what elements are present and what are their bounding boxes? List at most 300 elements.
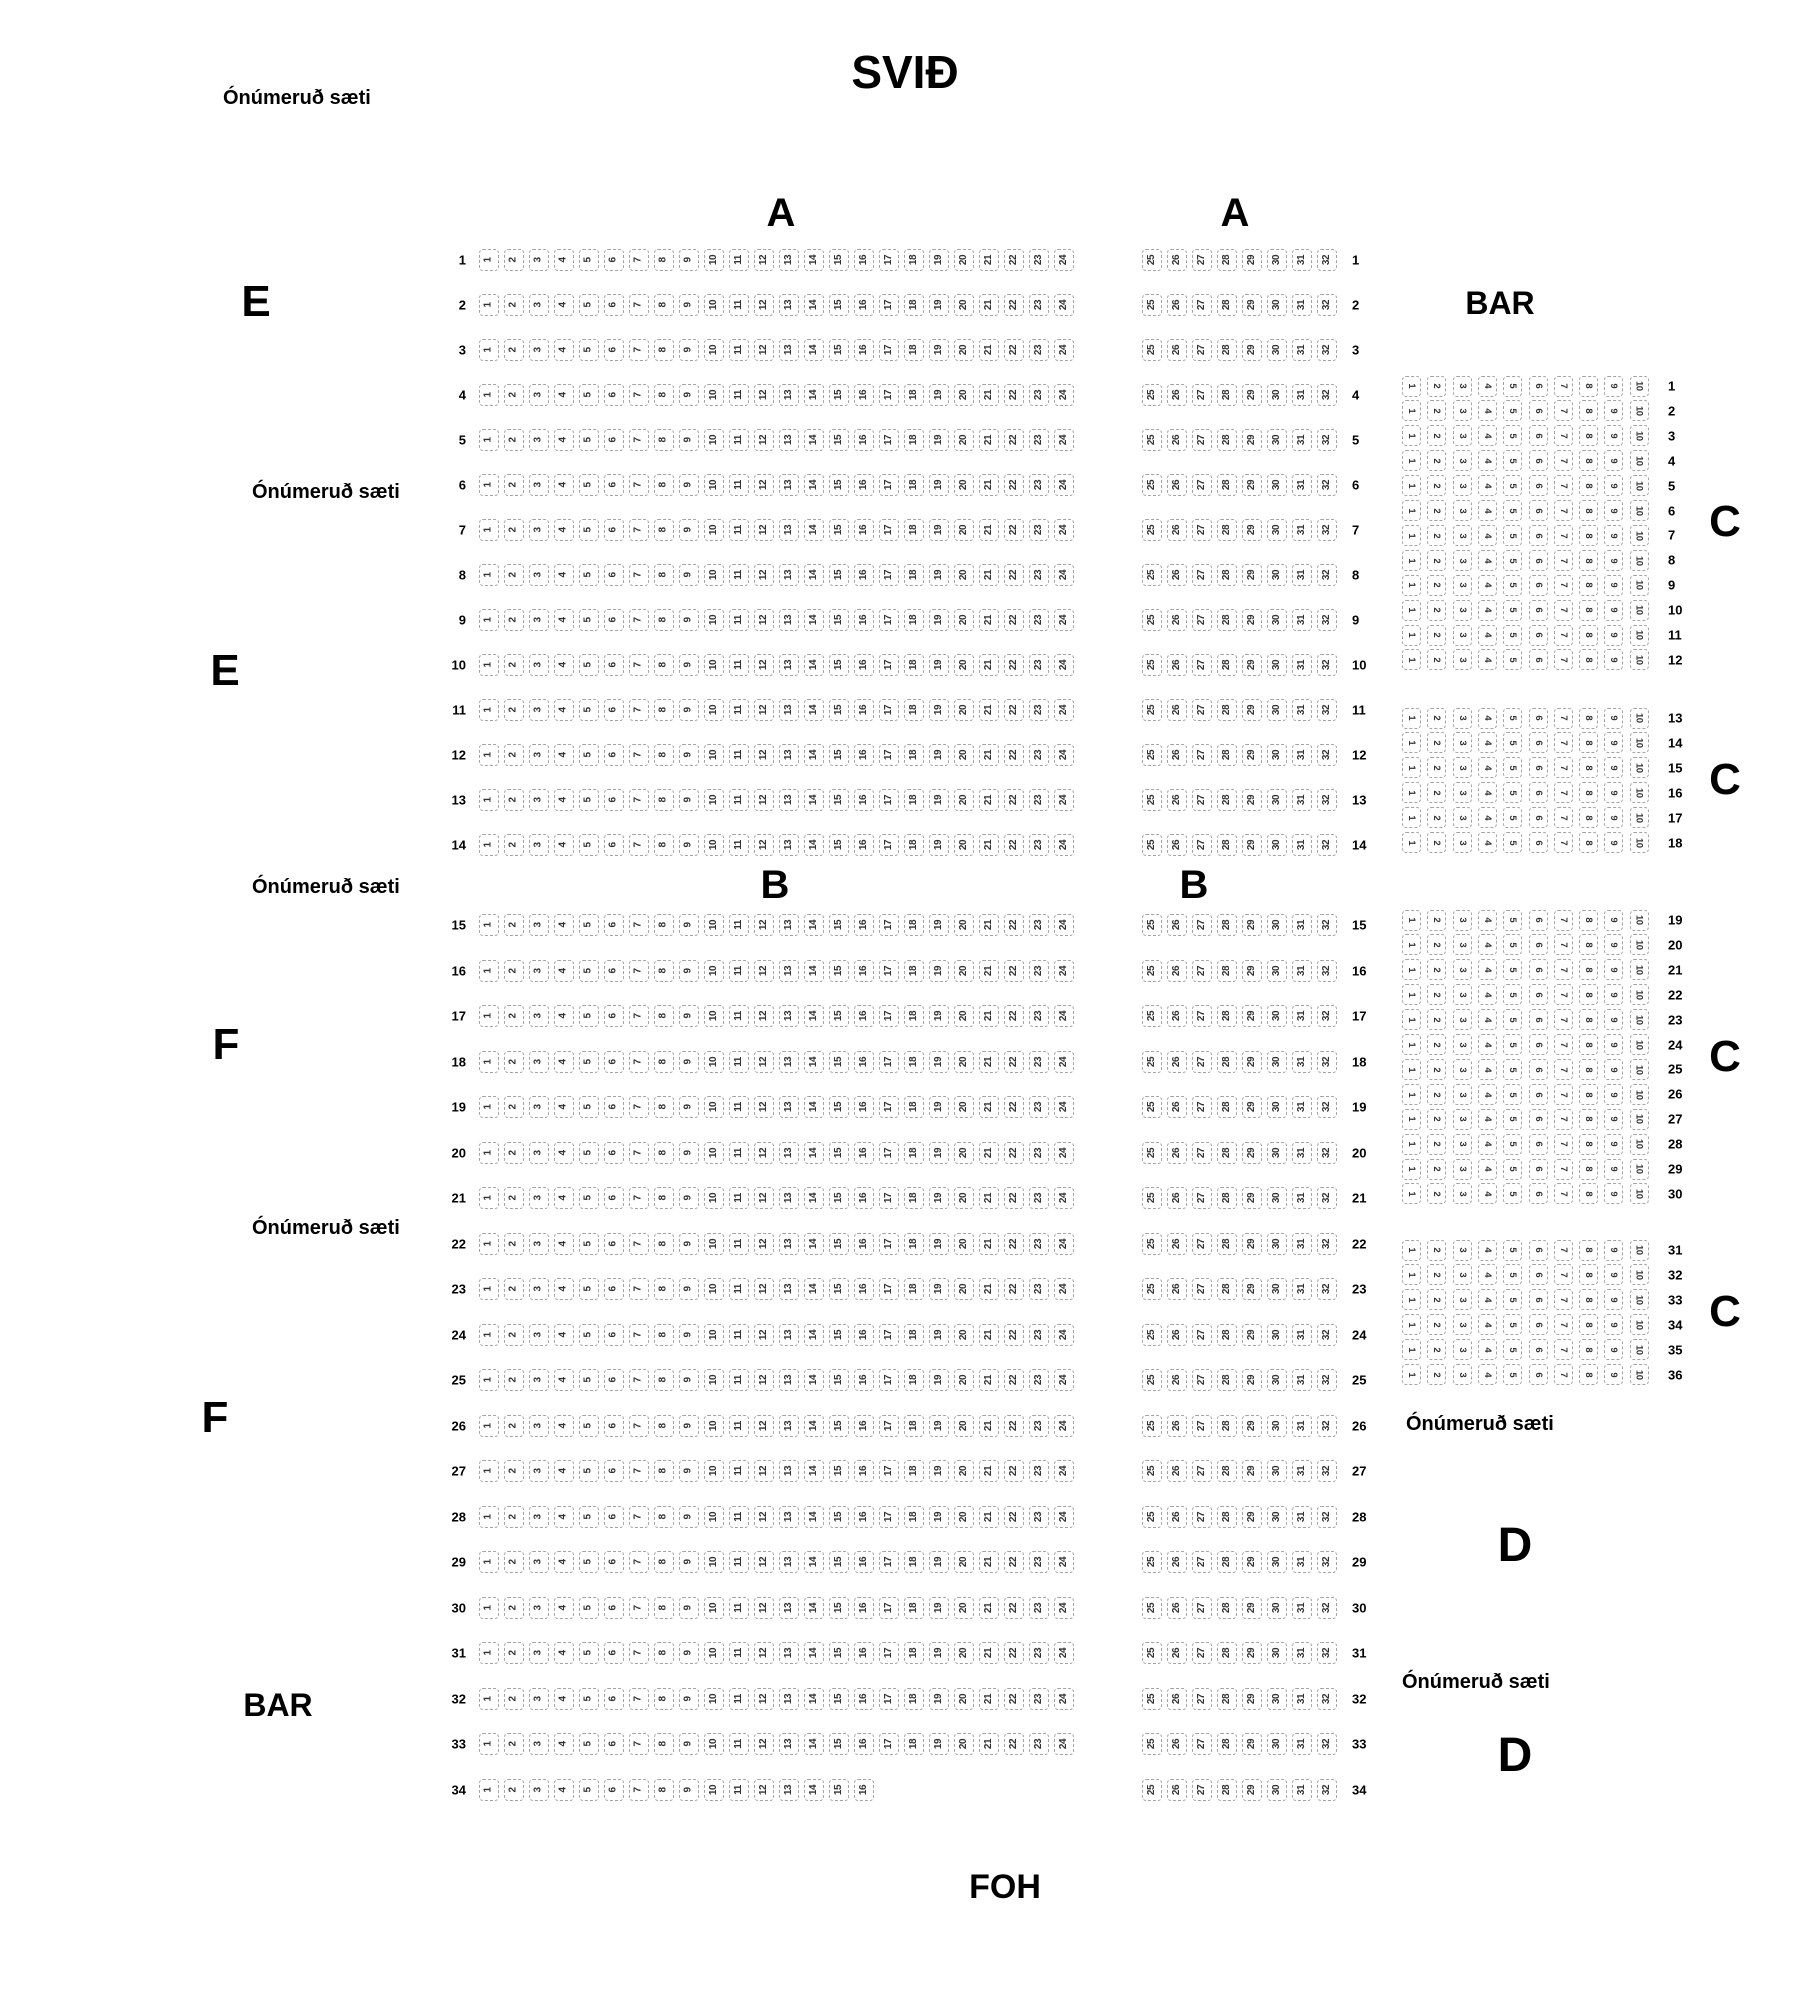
seat[interactable] <box>1630 832 1649 853</box>
seat[interactable] <box>829 1642 849 1664</box>
seat[interactable] <box>879 744 899 766</box>
seat[interactable] <box>929 1324 949 1346</box>
seat[interactable] <box>629 429 649 451</box>
seat[interactable] <box>954 654 974 676</box>
seat[interactable] <box>1242 1642 1262 1664</box>
seat[interactable] <box>1554 500 1573 521</box>
seat[interactable] <box>679 294 699 316</box>
seat[interactable] <box>954 699 974 721</box>
seat[interactable] <box>1054 1369 1074 1391</box>
seat[interactable] <box>879 294 899 316</box>
seat[interactable] <box>479 429 499 451</box>
seat[interactable] <box>879 1324 899 1346</box>
seat[interactable] <box>1554 807 1573 828</box>
seat[interactable] <box>1317 744 1337 766</box>
seat[interactable] <box>704 699 724 721</box>
seat[interactable] <box>654 1005 674 1027</box>
seat[interactable] <box>554 1642 574 1664</box>
seat[interactable] <box>529 249 549 271</box>
seat[interactable] <box>704 1369 724 1391</box>
seat[interactable] <box>1529 600 1548 621</box>
seat[interactable] <box>504 1324 524 1346</box>
seat[interactable] <box>504 654 524 676</box>
seat[interactable] <box>1529 475 1548 496</box>
seat[interactable] <box>1004 294 1024 316</box>
seat[interactable] <box>979 834 999 856</box>
seat[interactable] <box>1267 429 1287 451</box>
seat[interactable] <box>1217 744 1237 766</box>
seat[interactable] <box>579 1460 599 1482</box>
seat[interactable] <box>1630 1059 1649 1080</box>
seat[interactable] <box>1029 1005 1049 1027</box>
seat[interactable] <box>1054 834 1074 856</box>
seat[interactable] <box>529 294 549 316</box>
seat[interactable] <box>929 1005 949 1027</box>
seat[interactable] <box>554 789 574 811</box>
seat[interactable] <box>979 1688 999 1710</box>
seat[interactable] <box>804 1415 824 1437</box>
seat[interactable] <box>504 1369 524 1391</box>
seat[interactable] <box>904 1278 924 1300</box>
seat[interactable] <box>779 1278 799 1300</box>
seat[interactable] <box>1217 1597 1237 1619</box>
seat[interactable] <box>904 1324 924 1346</box>
seat[interactable] <box>1292 384 1312 406</box>
seat[interactable] <box>604 519 624 541</box>
seat[interactable] <box>554 1096 574 1118</box>
seat[interactable] <box>804 1051 824 1073</box>
seat[interactable] <box>1554 984 1573 1005</box>
seat[interactable] <box>954 834 974 856</box>
seat[interactable] <box>1529 1314 1548 1335</box>
seat[interactable] <box>979 1324 999 1346</box>
seat[interactable] <box>729 429 749 451</box>
seat[interactable] <box>1217 699 1237 721</box>
seat[interactable] <box>929 789 949 811</box>
seat[interactable] <box>679 1051 699 1073</box>
seat[interactable] <box>804 249 824 271</box>
seat[interactable] <box>604 1733 624 1755</box>
seat[interactable] <box>854 1688 874 1710</box>
seat[interactable] <box>654 744 674 766</box>
seat[interactable] <box>929 384 949 406</box>
seat[interactable] <box>579 294 599 316</box>
seat[interactable] <box>704 1460 724 1482</box>
seat[interactable] <box>604 1324 624 1346</box>
seat[interactable] <box>1529 1134 1548 1155</box>
seat[interactable] <box>904 519 924 541</box>
seat[interactable] <box>604 699 624 721</box>
seat[interactable] <box>629 654 649 676</box>
seat[interactable] <box>1453 1339 1472 1360</box>
seat[interactable] <box>1217 1187 1237 1209</box>
seat[interactable] <box>704 1597 724 1619</box>
seat[interactable] <box>1604 757 1623 778</box>
seat[interactable] <box>1029 1597 1049 1619</box>
seat[interactable] <box>479 1688 499 1710</box>
seat[interactable] <box>554 744 574 766</box>
seat[interactable] <box>929 339 949 361</box>
seat[interactable] <box>879 1187 899 1209</box>
seat[interactable] <box>1453 450 1472 471</box>
seat[interactable] <box>904 789 924 811</box>
seat[interactable] <box>729 1415 749 1437</box>
seat[interactable] <box>1478 625 1497 646</box>
seat[interactable] <box>1029 699 1049 721</box>
seat[interactable] <box>504 1551 524 1573</box>
seat[interactable] <box>704 249 724 271</box>
seat[interactable] <box>629 384 649 406</box>
seat[interactable] <box>979 1278 999 1300</box>
seat[interactable] <box>554 1551 574 1573</box>
seat[interactable] <box>479 960 499 982</box>
seat[interactable] <box>1217 339 1237 361</box>
seat[interactable] <box>754 339 774 361</box>
seat[interactable] <box>754 1369 774 1391</box>
seat[interactable] <box>1427 425 1446 446</box>
seat[interactable] <box>729 1187 749 1209</box>
seat[interactable] <box>1604 1264 1623 1285</box>
seat[interactable] <box>1192 1233 1212 1255</box>
seat[interactable] <box>1317 914 1337 936</box>
seat[interactable] <box>854 384 874 406</box>
seat[interactable] <box>954 1597 974 1619</box>
seat[interactable] <box>804 1369 824 1391</box>
seat[interactable] <box>529 609 549 631</box>
seat[interactable] <box>529 699 549 721</box>
seat[interactable] <box>479 384 499 406</box>
seat[interactable] <box>1192 744 1212 766</box>
seat[interactable] <box>754 1688 774 1710</box>
seat[interactable] <box>929 249 949 271</box>
seat[interactable] <box>1029 249 1049 271</box>
seat[interactable] <box>554 1278 574 1300</box>
seat[interactable] <box>804 1551 824 1573</box>
seat[interactable] <box>1142 1779 1162 1801</box>
seat[interactable] <box>704 1005 724 1027</box>
seat[interactable] <box>1192 1142 1212 1164</box>
seat[interactable] <box>604 564 624 586</box>
seat[interactable] <box>854 699 874 721</box>
seat[interactable] <box>1142 564 1162 586</box>
seat[interactable] <box>779 1506 799 1528</box>
seat[interactable] <box>1242 1506 1262 1528</box>
seat[interactable] <box>1217 1506 1237 1528</box>
seat[interactable] <box>604 1187 624 1209</box>
seat[interactable] <box>804 1142 824 1164</box>
seat[interactable] <box>879 1051 899 1073</box>
seat[interactable] <box>654 1597 674 1619</box>
seat[interactable] <box>1478 1240 1497 1261</box>
seat[interactable] <box>1004 1187 1024 1209</box>
seat[interactable] <box>1402 525 1421 546</box>
seat[interactable] <box>1579 1034 1598 1055</box>
seat[interactable] <box>1402 1240 1421 1261</box>
seat[interactable] <box>1217 1551 1237 1573</box>
seat[interactable] <box>804 1597 824 1619</box>
seat[interactable] <box>1478 934 1497 955</box>
seat[interactable] <box>729 519 749 541</box>
seat[interactable] <box>729 654 749 676</box>
seat[interactable] <box>1242 1369 1262 1391</box>
seat[interactable] <box>679 564 699 586</box>
seat[interactable] <box>1029 1278 1049 1300</box>
seat[interactable] <box>504 1506 524 1528</box>
seat[interactable] <box>1292 744 1312 766</box>
seat[interactable] <box>1142 1051 1162 1073</box>
seat[interactable] <box>754 744 774 766</box>
seat[interactable] <box>779 699 799 721</box>
seat[interactable] <box>679 744 699 766</box>
seat[interactable] <box>1217 384 1237 406</box>
seat[interactable] <box>904 699 924 721</box>
seat[interactable] <box>1503 400 1522 421</box>
seat[interactable] <box>679 1005 699 1027</box>
seat[interactable] <box>1579 1264 1598 1285</box>
seat[interactable] <box>1004 1597 1024 1619</box>
seat[interactable] <box>579 1551 599 1573</box>
seat[interactable] <box>1402 425 1421 446</box>
seat[interactable] <box>1242 960 1262 982</box>
seat[interactable] <box>654 1688 674 1710</box>
seat[interactable] <box>1029 384 1049 406</box>
seat[interactable] <box>754 1779 774 1801</box>
seat[interactable] <box>1604 1159 1623 1180</box>
seat[interactable] <box>1579 782 1598 803</box>
seat[interactable] <box>1503 1084 1522 1105</box>
seat[interactable] <box>1402 782 1421 803</box>
seat[interactable] <box>1292 564 1312 586</box>
seat[interactable] <box>654 1278 674 1300</box>
seat[interactable] <box>529 1415 549 1437</box>
seat[interactable] <box>829 339 849 361</box>
seat[interactable] <box>854 1369 874 1391</box>
seat[interactable] <box>904 1005 924 1027</box>
seat[interactable] <box>1554 782 1573 803</box>
seat[interactable] <box>1192 1415 1212 1437</box>
seat[interactable] <box>879 654 899 676</box>
seat[interactable] <box>879 834 899 856</box>
seat[interactable] <box>1427 475 1446 496</box>
seat[interactable] <box>929 744 949 766</box>
seat[interactable] <box>1579 732 1598 753</box>
seat[interactable] <box>1054 744 1074 766</box>
seat[interactable] <box>1453 1264 1472 1285</box>
seat[interactable] <box>579 1051 599 1073</box>
seat[interactable] <box>854 1415 874 1437</box>
seat[interactable] <box>979 1415 999 1437</box>
seat[interactable] <box>1453 1240 1472 1261</box>
seat[interactable] <box>829 1779 849 1801</box>
seat[interactable] <box>1317 1233 1337 1255</box>
seat[interactable] <box>854 1051 874 1073</box>
seat[interactable] <box>1529 1009 1548 1030</box>
seat[interactable] <box>854 564 874 586</box>
seat[interactable] <box>1427 600 1446 621</box>
seat[interactable] <box>1402 910 1421 931</box>
seat[interactable] <box>1317 834 1337 856</box>
seat[interactable] <box>554 699 574 721</box>
seat[interactable] <box>629 1506 649 1528</box>
seat[interactable] <box>1142 474 1162 496</box>
seat[interactable] <box>1242 699 1262 721</box>
seat[interactable] <box>1630 1109 1649 1130</box>
seat[interactable] <box>1167 1233 1187 1255</box>
seat[interactable] <box>929 1642 949 1664</box>
seat[interactable] <box>904 914 924 936</box>
seat[interactable] <box>504 744 524 766</box>
seat[interactable] <box>679 1415 699 1437</box>
seat[interactable] <box>1604 1059 1623 1080</box>
seat[interactable] <box>679 1142 699 1164</box>
seat[interactable] <box>1142 249 1162 271</box>
seat[interactable] <box>779 1233 799 1255</box>
seat[interactable] <box>1453 959 1472 980</box>
seat[interactable] <box>704 1142 724 1164</box>
seat[interactable] <box>1217 1233 1237 1255</box>
seat[interactable] <box>1579 984 1598 1005</box>
seat[interactable] <box>1402 984 1421 1005</box>
seat[interactable] <box>1217 1460 1237 1482</box>
seat[interactable] <box>829 1733 849 1755</box>
seat[interactable] <box>1029 1051 1049 1073</box>
seat[interactable] <box>654 1642 674 1664</box>
seat[interactable] <box>504 1642 524 1664</box>
seat[interactable] <box>1292 474 1312 496</box>
seat[interactable] <box>1217 294 1237 316</box>
seat[interactable] <box>1402 1109 1421 1130</box>
seat[interactable] <box>1004 1733 1024 1755</box>
seat[interactable] <box>1453 625 1472 646</box>
seat[interactable] <box>704 1233 724 1255</box>
seat[interactable] <box>1529 1183 1548 1204</box>
seat[interactable] <box>729 1733 749 1755</box>
seat[interactable] <box>829 1233 849 1255</box>
seat[interactable] <box>1402 600 1421 621</box>
seat[interactable] <box>1579 1009 1598 1030</box>
seat[interactable] <box>954 609 974 631</box>
seat[interactable] <box>1402 649 1421 670</box>
seat[interactable] <box>1192 1642 1212 1664</box>
seat[interactable] <box>629 1233 649 1255</box>
seat[interactable] <box>1004 654 1024 676</box>
seat[interactable] <box>829 384 849 406</box>
seat[interactable] <box>1167 384 1187 406</box>
seat[interactable] <box>1529 450 1548 471</box>
seat[interactable] <box>929 1233 949 1255</box>
seat[interactable] <box>1292 1688 1312 1710</box>
seat[interactable] <box>1604 525 1623 546</box>
seat[interactable] <box>1267 1415 1287 1437</box>
seat[interactable] <box>1054 294 1074 316</box>
seat[interactable] <box>1242 1779 1262 1801</box>
seat[interactable] <box>1192 1460 1212 1482</box>
seat[interactable] <box>1267 1187 1287 1209</box>
seat[interactable] <box>1267 1369 1287 1391</box>
seat[interactable] <box>879 1688 899 1710</box>
seat[interactable] <box>1192 294 1212 316</box>
seat[interactable] <box>554 914 574 936</box>
seat[interactable] <box>1029 1324 1049 1346</box>
seat[interactable] <box>1453 400 1472 421</box>
seat[interactable] <box>1242 1688 1262 1710</box>
seat[interactable] <box>1579 625 1598 646</box>
seat[interactable] <box>729 1278 749 1300</box>
seat[interactable] <box>779 744 799 766</box>
seat[interactable] <box>829 1369 849 1391</box>
seat[interactable] <box>579 609 599 631</box>
seat[interactable] <box>804 1187 824 1209</box>
seat[interactable] <box>829 1506 849 1528</box>
seat[interactable] <box>954 960 974 982</box>
seat[interactable] <box>979 699 999 721</box>
seat[interactable] <box>1029 789 1049 811</box>
seat[interactable] <box>929 1551 949 1573</box>
seat[interactable] <box>879 1005 899 1027</box>
seat[interactable] <box>1630 1084 1649 1105</box>
seat[interactable] <box>1217 1688 1237 1710</box>
seat[interactable] <box>554 960 574 982</box>
seat[interactable] <box>854 609 874 631</box>
seat[interactable] <box>1630 525 1649 546</box>
seat[interactable] <box>1579 550 1598 571</box>
seat[interactable] <box>1478 1009 1497 1030</box>
seat[interactable] <box>1142 1733 1162 1755</box>
seat[interactable] <box>1453 757 1472 778</box>
seat[interactable] <box>1217 1096 1237 1118</box>
seat[interactable] <box>1529 807 1548 828</box>
seat[interactable] <box>1402 1034 1421 1055</box>
seat[interactable] <box>854 834 874 856</box>
seat[interactable] <box>1142 1369 1162 1391</box>
seat[interactable] <box>1478 376 1497 397</box>
seat[interactable] <box>979 339 999 361</box>
seat[interactable] <box>1554 1339 1573 1360</box>
seat[interactable] <box>504 339 524 361</box>
seat[interactable] <box>854 1233 874 1255</box>
seat[interactable] <box>804 744 824 766</box>
seat[interactable] <box>579 1642 599 1664</box>
seat[interactable] <box>1054 1733 1074 1755</box>
seat[interactable] <box>829 1187 849 1209</box>
seat[interactable] <box>529 834 549 856</box>
seat[interactable] <box>904 1688 924 1710</box>
seat[interactable] <box>1579 575 1598 596</box>
seat[interactable] <box>654 1233 674 1255</box>
seat[interactable] <box>1453 550 1472 571</box>
seat[interactable] <box>1242 1187 1262 1209</box>
seat[interactable] <box>1192 834 1212 856</box>
seat[interactable] <box>929 474 949 496</box>
seat[interactable] <box>979 1233 999 1255</box>
seat[interactable] <box>529 1506 549 1528</box>
seat[interactable] <box>1054 1688 1074 1710</box>
seat[interactable] <box>579 1278 599 1300</box>
seat[interactable] <box>1630 959 1649 980</box>
seat[interactable] <box>1453 708 1472 729</box>
seat[interactable] <box>1267 564 1287 586</box>
seat[interactable] <box>904 744 924 766</box>
seat[interactable] <box>554 564 574 586</box>
seat[interactable] <box>654 1187 674 1209</box>
seat[interactable] <box>1529 376 1548 397</box>
seat[interactable] <box>829 1688 849 1710</box>
seat[interactable] <box>1004 1142 1024 1164</box>
seat[interactable] <box>929 699 949 721</box>
seat[interactable] <box>1142 1460 1162 1482</box>
seat[interactable] <box>654 699 674 721</box>
seat[interactable] <box>1142 699 1162 721</box>
